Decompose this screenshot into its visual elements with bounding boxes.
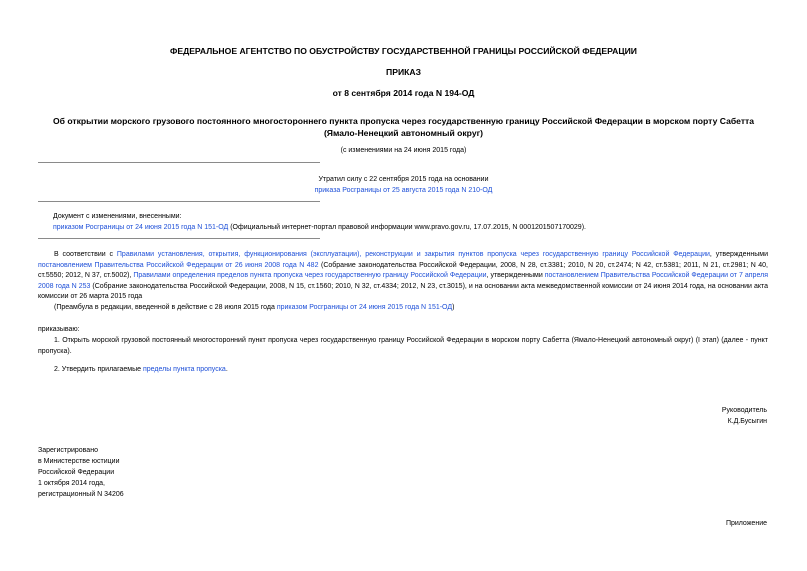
signature-role: Руководитель	[721, 407, 767, 414]
edit-note-link[interactable]: приказом Росграницы от 24 июня 2015 года N 151-ОД	[276, 304, 453, 311]
resolution-253-link[interactable]: постановлением Правительства Российской Федерации от 7 апреля 2008 года N 253	[38, 272, 768, 290]
appendix-label: Приложение	[725, 520, 767, 527]
agency-heading: ФЕДЕРАЛЬНОЕ АГЕНТСТВО ПО ОБУСТРОЙСТВУ ГОСУДАРСТВЕННОЙ ГРАНИЦЫ РОССИЙСКОЙ ФЕДЕРАЦИИ	[170, 46, 637, 56]
signature-name: К.Д.Бусыгин	[727, 418, 767, 425]
limits-link[interactable]: пределы пункта пропуска	[142, 366, 226, 373]
divider	[38, 238, 320, 239]
expired-note: Утратил силу с 22 сентября 2015 года на основании	[318, 176, 489, 183]
changes-note: (с изменениями на 24 июня 2015 года)	[340, 147, 467, 154]
order-word: приказываю:	[38, 326, 80, 333]
document-title-line2: (Ямало-Ненецкий автономный округ)	[323, 128, 484, 138]
amend-label: Документ с изменениями, внесенными:	[53, 213, 182, 220]
doc-type-heading: ПРИКАЗ	[386, 67, 421, 77]
limits-rules-link[interactable]: Правилами определения пределов пункта пропуска через государственную границу Российской Федерации	[133, 272, 487, 280]
order-item-1: 1. Открыть морской грузовой постоянный многосторонний пункт пропуска через государственную границу Российской Федерации в морском порту Сабетта (Ямало-Ненецкий автономный округ) (I этап) (далее - пункт пропуска).	[38, 337, 768, 355]
divider	[38, 162, 320, 163]
resolution-482-link[interactable]: постановлением Правительства Российской Федерации от 26 июня 2008 года N 482	[38, 261, 319, 269]
preamble-paragraph: В соответствии с Правилами установления, открытия, функционирования (эксплуатации), реконструкции и закрытия пунктов пропуска через государственную границу Российской Федерации, утвержденными постановлением Правительства Российской Федерации от 26 июня 2008 года N 482 (Собрание законодательства Российской Федерации, 2008, N 28, ст.3381; 2010, N 20, ст.2474; N 42, ст.5381; 2011, N 21, ст.2981; N 40, ст.5550; 2012, N 37, ст.5002), Правилами определения пределов пункта пропуска через государственную границу Российской Федерации, утвержденными постановлением Правительства Российской Федерации от 7 апреля 2008 года N 253 (Собрание законодательства Российской Федерации, 2008, N 15, ст.1560; 2010, N 32, ст.4334; 2012, N 23, ст.3015), и на основании акта межведомственной комиссии от 24 июня 2014 года, на основании акта комиссии от 26 марта 2015 года	[38, 251, 769, 301]
expired-link[interactable]: приказа Росграницы от 25 августа 2015 года N 210-ОД	[314, 187, 493, 194]
amend-link[interactable]: приказом Росграницы от 24 июня 2015 года N 151-ОД	[53, 224, 229, 231]
amend-line	[53, 222, 586, 233]
registration-block: Зарегистрировано в Министерстве юстиции Российской Федерации 1 октября 2014 года, регистрационный N 34206	[38, 447, 124, 498]
order-item-2: 2. Утвердить прилагаемые пределы пункта пропуска.	[54, 366, 228, 373]
rules-link[interactable]: Правилами установления, открытия, функционирования (эксплуатации), реконструкции и закрытия пунктов пропуска через государственную границу Российской Федерации	[116, 251, 710, 258]
amend-source: (Официальный интернет-портал правовой информации www.pravo.gov.ru, 17.07.2015, N 0001201507170029).	[228, 224, 586, 231]
preamble-edit-note: (Преамбула в редакции, введенной в действие с 28 июля 2015 года приказом Росграницы от 24 июня 2015 года N 151-ОД)	[54, 304, 455, 311]
doc-date-heading: от 8 сентября 2014 года N 194-ОД	[332, 88, 475, 98]
document-title-line1: Об открытии морского грузового постоянного многостороннего пункта пропуска через государственную границу Российской Федерации в морском порту Сабетта	[52, 116, 755, 126]
divider	[38, 201, 320, 202]
